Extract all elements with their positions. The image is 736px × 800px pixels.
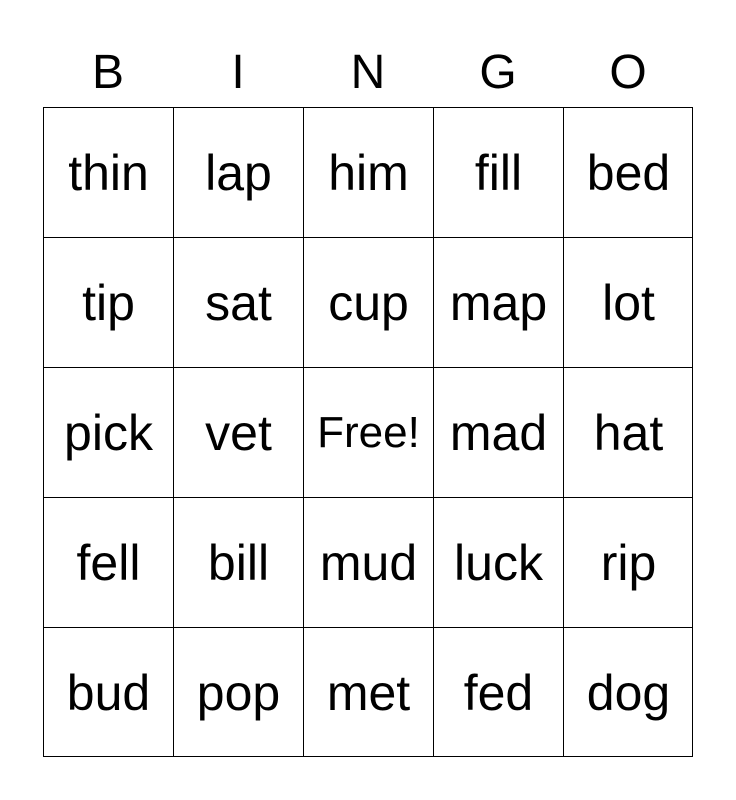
bingo-cell: sat — [173, 237, 303, 367]
bingo-cell: luck — [433, 497, 563, 627]
free-space-cell: Free! — [303, 367, 433, 497]
header-letter-g: G — [479, 46, 517, 99]
bingo-cell: dog — [563, 627, 693, 757]
bingo-cell: lap — [173, 107, 303, 237]
bingo-cell: met — [303, 627, 433, 757]
bingo-card — [43, 107, 693, 757]
bingo-cell: fed — [433, 627, 563, 757]
bingo-header — [43, 40, 693, 106]
bingo-cell: vet — [173, 367, 303, 497]
bingo-cell: pop — [173, 627, 303, 757]
bingo-cell: bud — [43, 627, 173, 757]
bingo-cell: mud — [303, 497, 433, 627]
bingo-cell: thin — [43, 107, 173, 237]
bingo-cell: map — [433, 237, 563, 367]
header-letter-b: B — [91, 46, 124, 99]
bingo-cell: mad — [433, 367, 563, 497]
header-letter-o: O — [609, 46, 647, 99]
bingo-cell: tip — [43, 237, 173, 367]
bingo-cell: fell — [43, 497, 173, 627]
header-letter-n: N — [350, 46, 386, 99]
header-letter-i: I — [231, 46, 245, 99]
bingo-cell: cup — [303, 237, 433, 367]
bingo-cell: bed — [563, 107, 693, 237]
bingo-cell: him — [303, 107, 433, 237]
bingo-cell: rip — [563, 497, 693, 627]
bingo-cell: lot — [563, 237, 693, 367]
bingo-cell: bill — [173, 497, 303, 627]
bingo-cell: pick — [43, 367, 173, 497]
bingo-cell: fill — [433, 107, 563, 237]
bingo-cell: hat — [563, 367, 693, 497]
